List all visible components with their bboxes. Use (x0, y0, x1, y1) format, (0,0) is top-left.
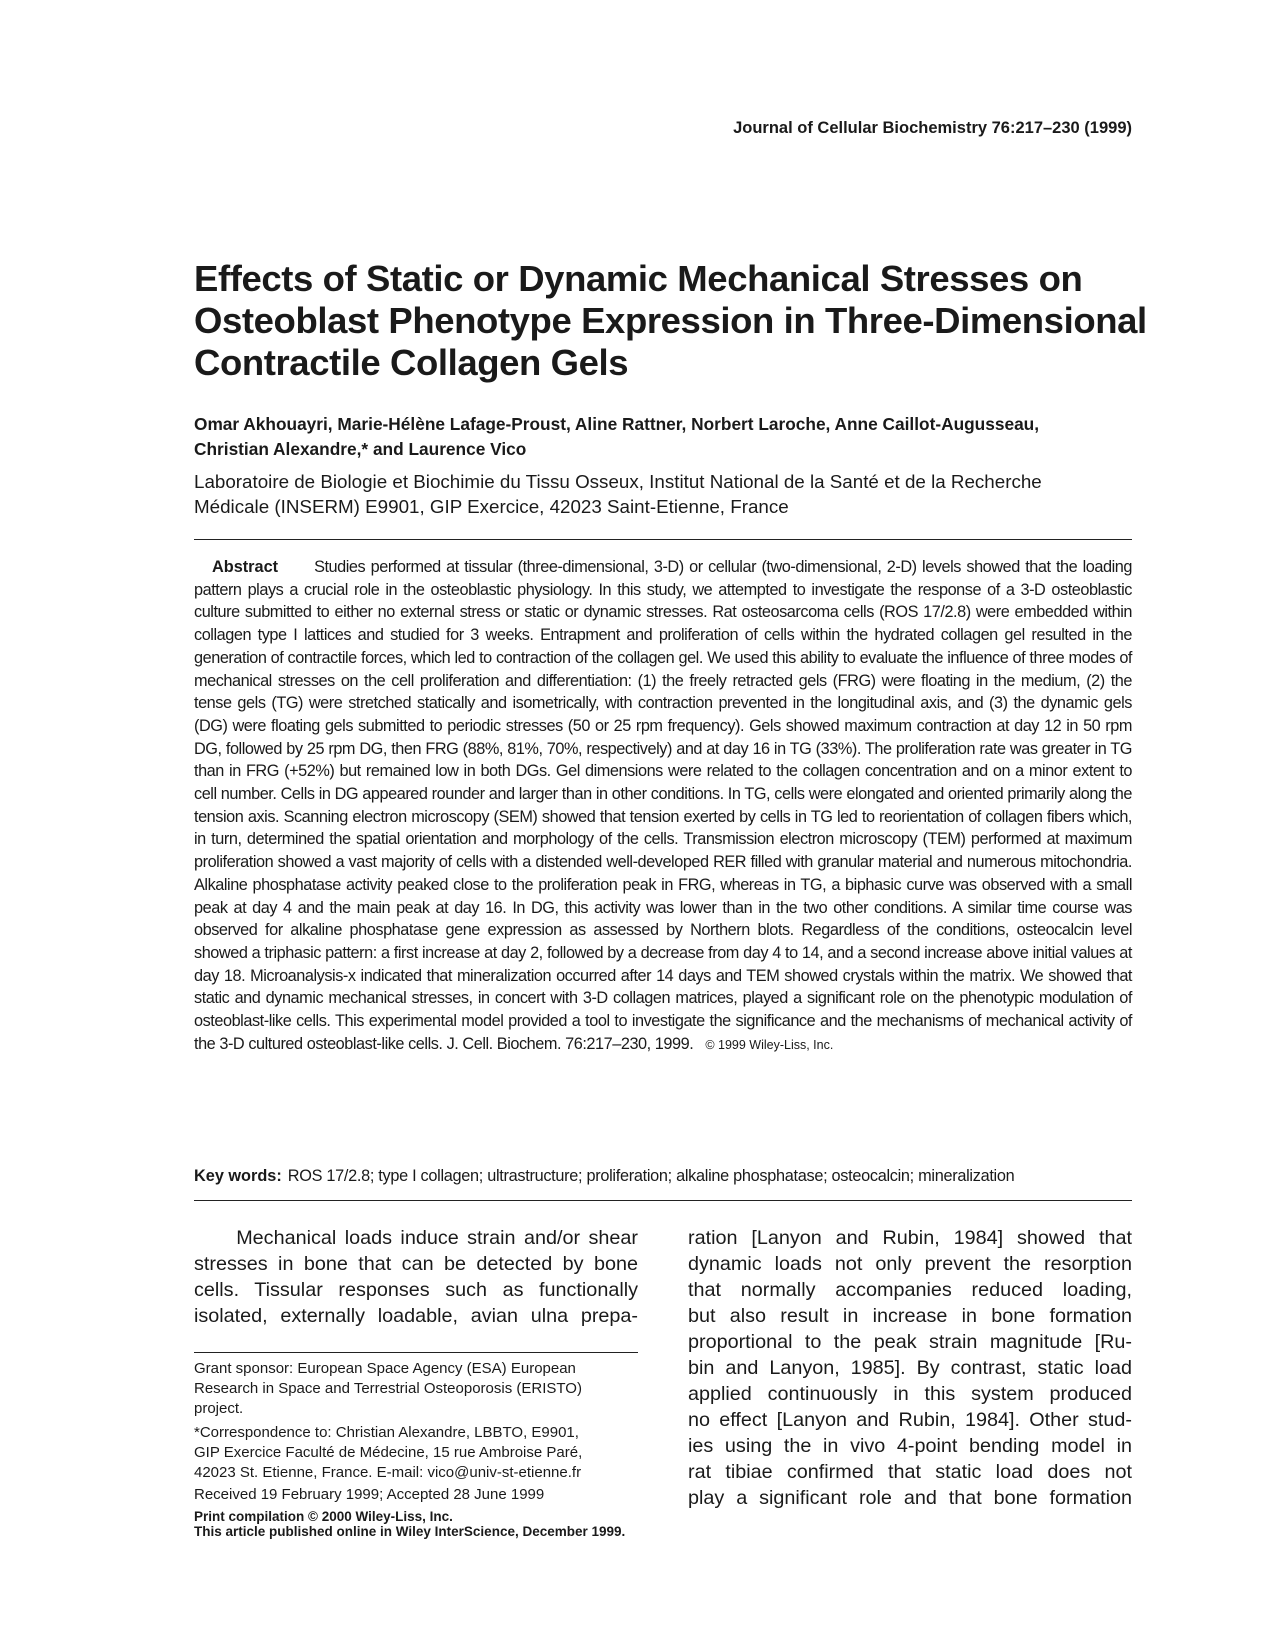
footnote-line: GIP Exercice Faculté de Médecine, 15 rue Ambroise Paré, (194, 1443, 583, 1461)
grant-footnote (194, 1359, 638, 1418)
body-line: ration [Lanyon and Rubin, 1984] showed that (688, 1227, 1132, 1249)
footnote-line: Grant sponsor: European Space Agency (ESA) European (194, 1360, 576, 1377)
body-line: play a significant role and that bone formation (688, 1487, 1132, 1509)
print-info (194, 1509, 625, 1539)
body-line: bin and Lanyon, 1985]. By contrast, static load (688, 1357, 1132, 1379)
footnote-divider (194, 1352, 638, 1353)
body-line: ies using the in vivo 4-point bending model in (688, 1435, 1132, 1457)
body-column-left (194, 1225, 638, 1329)
footnote-line: *Correspondence to: Christian Alexandre, LBBTO, E9901, (194, 1424, 579, 1441)
body-line: proportional to the peak strain magnitude [Ru- (688, 1331, 1132, 1353)
footnote-line: 42023 St. Etienne, France. E-mail: vico@univ-st-etienne.fr (194, 1463, 582, 1481)
author-line: Christian Alexandre,* and Laurence Vico (194, 439, 527, 459)
received-date: Received 19 February 1999; Accepted 28 June 1999 (194, 1486, 545, 1503)
body-line: isolated, externally loadable, avian ulna prepa- (194, 1305, 638, 1327)
body-line: Mechanical loads induce strain and/or shear (194, 1227, 638, 1249)
body-column-right (688, 1225, 1132, 1511)
footnote-line: Research in Space and Terrestrial Osteoporosis (ERISTO) (194, 1379, 582, 1397)
abstract-text: Studies performed at tissular (three-dimensional, 3-D) or cellular (two-dimensional, 2-D) levels showed that the loading pattern plays a crucial role in the osteoblastic physiology. In this study, we attempted to investigate the response of a 3-D osteoblastic culture submitted to either no external stress or static or dynamic stresses. Rat osteosarcoma cells (ROS 17/2.8) were embedded within collagen type I lattices and studied for 3 weeks. Entrapment and proliferation of cells within the hydrated collagen gel resulted in the generation of contractile forces, which led to contraction of the collagen gel. We used this ability to evaluate the influence of three modes of mechanical stresses on the cell proliferation and differentiation: (1) the freely retracted gels (FRG) were floating in the medium, (2) the tense gels (TG) were stretched statically and isometrically, with contraction prevented in the longitudinal axis, and (3) the dynamic gels (DG) were floating gels submitted to periodic stresses (50 or 25 rpm frequency). Gels showed maximum contraction at day 12 in 50 rpm DG, followed by 25 rpm DG, then FRG (88%, 81%, 70%, respectively) and at day 16 in TG (33%). The proliferation rate was greater in TG than in FRG (+52%) but remained low in both DGs. Gel dimensions were related to the collagen concentration and on a minor extent to cell number. Cells in DG appeared rounder and larger than in other conditions. In TG, cells were elongated and oriented primarily along the tension axis. Scanning electron microscopy (SEM) showed that tension exerted by cells in TG led to reorientation of collagen fibers which, in turn, determined the spatial orientation and morphology of the cells. Transmission electron microscopy (TEM) performed at maximum proliferation showed a vast majority of cells with a distended well-developed RER filled with granular material and numerous mitochondria. Alkaline phosphatase activity peaked close to the proliferation peak in FRG, whereas in TG, a biphasic curve was observed with a small peak at day 4 and the main peak at day 16. In DG, this activity was lower than in the two other conditions. A similar time course was observed for alkaline phosphatase gene expression as assessed by Northern blots. Regardless of the conditions, osteocalcin level showed a triphasic pattern: a first increase at day 2, followed by a decrease from day 4 to 14, and a second increase above initial values at day 18. Microanalysis-x indicated that mineralization occurred after 14 days and TEM showed crystals within the matrix. We showed that static and dynamic mechanical stresses, in concert with 3-D collagen matrices, played a significant role on the phenotypic modulation of osteoblast-like cells. This experimental model provided a tool to investigate the significance and the mechanisms of mechanical activity of the 3-D cultured osteoblast-like cells. J. Cell. Biochem. 76:217–230, 1999. (194, 558, 1132, 1053)
author-list (194, 412, 1134, 462)
abstract-label: Abstract (212, 558, 279, 576)
body-line: but also result in increase in bone formation (688, 1305, 1132, 1327)
body-line: no effect [Lanyon and Rubin, 1984]. Other stud- (688, 1409, 1132, 1431)
keywords (194, 1167, 1134, 1186)
abstract (194, 556, 1132, 1056)
body-line: rat tibiae confirmed that static load does not (688, 1461, 1132, 1483)
online-publication: This article published online in Wiley InterScience, December 1999. (194, 1524, 626, 1539)
title-line: Effects of Static or Dynamic Mechanical Stresses on (194, 258, 1083, 299)
article-title (194, 258, 1154, 384)
body-line: dynamic loads not only prevent the resorption (688, 1253, 1132, 1275)
title-line: Osteoblast Phenotype Expression in Three-Dimensional (194, 300, 1147, 341)
title-line: Contractile Collagen Gels (194, 342, 629, 383)
author-line: Omar Akhouayri, Marie-Hélène Lafage-Proust, Aline Rattner, Norbert Laroche, Anne Caillot-Augusseau, (194, 414, 1040, 434)
top-divider (194, 539, 1132, 540)
affiliation-line: Médicale (INSERM) E9901, GIP Exercice, 42023 Saint-Etienne, France (194, 496, 789, 517)
footnote-line: project. (194, 1399, 244, 1417)
affiliation-line: Laboratoire de Biologie et Biochimie du Tissu Osseux, Institut National de la Santé et de la Recherche (194, 471, 1042, 492)
keywords-text: ROS 17/2.8; type I collagen; ultrastructure; proliferation; alkaline phosphatase; osteocalcin; mineralization (287, 1167, 1015, 1185)
affiliation (194, 469, 1134, 519)
body-line: stresses in bone that can be detected by bone (194, 1253, 638, 1275)
body-line: applied continuously in this system produced (688, 1383, 1132, 1405)
correspondence-footnote (194, 1423, 638, 1482)
journal-citation: Journal of Cellular Biochemistry 76:217–230 (1999) (733, 119, 1132, 137)
keywords-label: Key words: (194, 1167, 282, 1185)
print-compilation: Print compilation © 2000 Wiley-Liss, Inc. (194, 1509, 453, 1524)
bottom-divider (194, 1200, 1132, 1201)
abstract-copyright: © 1999 Wiley-Liss, Inc. (705, 1037, 834, 1052)
body-line: that normally accompanies reduced loading, (688, 1279, 1132, 1301)
body-line: cells. Tissular responses such as functionally (194, 1279, 638, 1301)
